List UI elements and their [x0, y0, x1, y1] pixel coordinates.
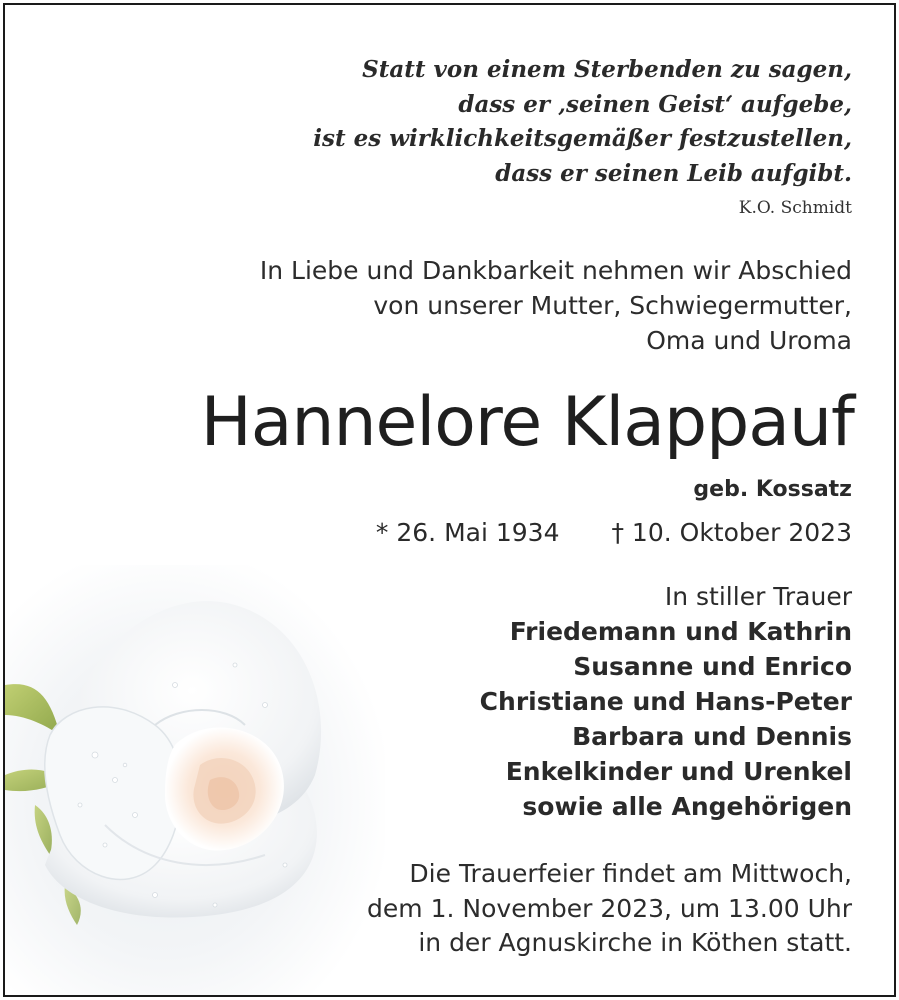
birth-date: * 26. Mai 1934 — [375, 518, 560, 547]
death-date: † 10. Oktober 2023 — [611, 518, 852, 547]
mourner-name: Friedemann und Kathrin — [509, 617, 852, 646]
service-line: in der Agnuskirche in Köthen statt. — [418, 928, 852, 957]
mourners — [480, 579, 852, 824]
farewell-line: In Liebe und Dankbarkeit nehmen wir Abschied — [259, 256, 852, 285]
funeral-service-info — [367, 857, 852, 961]
mourner-list — [480, 614, 852, 824]
farewell-line: Oma und Uroma — [646, 326, 852, 355]
white-rose-image — [5, 565, 385, 995]
quote-line: ist es wirklichkeitsgemäßer festzustellen, — [313, 125, 852, 152]
mourner-name: Susanne und Enrico — [573, 652, 852, 681]
service-line: dem 1. November 2023, um 13.00 Uhr — [367, 893, 852, 923]
birth-name: geb. Kossatz — [693, 477, 852, 502]
quote-line: dass er ‚seinen Geist‘ aufgebe, — [458, 90, 852, 118]
mourner-name: Enkelkinder und Urenkel — [505, 757, 852, 786]
quote — [313, 53, 852, 191]
quote-line: dass er seinen Leib aufgibt. — [495, 159, 852, 187]
life-dates — [376, 518, 852, 547]
deceased-name: Hannelore Klappauf — [200, 383, 854, 462]
mourners-heading: In stiller Trauer — [664, 582, 852, 611]
service-line: Die Trauerfeier findet am Mittwoch, — [409, 859, 852, 888]
mourner-name: sowie alle Angehörigen — [522, 792, 852, 821]
farewell-line: von unserer Mutter, Schwiegermutter, — [373, 291, 852, 320]
mourner-name: Barbara und Dennis — [572, 722, 852, 751]
quote-author: K.O. Schmidt — [738, 198, 852, 218]
mourner-name: Christiane und Hans-Peter — [479, 687, 852, 716]
obituary-card — [3, 3, 896, 997]
farewell-text — [260, 253, 852, 358]
quote-line: Statt von einem Sterbenden zu sagen, — [362, 56, 852, 83]
